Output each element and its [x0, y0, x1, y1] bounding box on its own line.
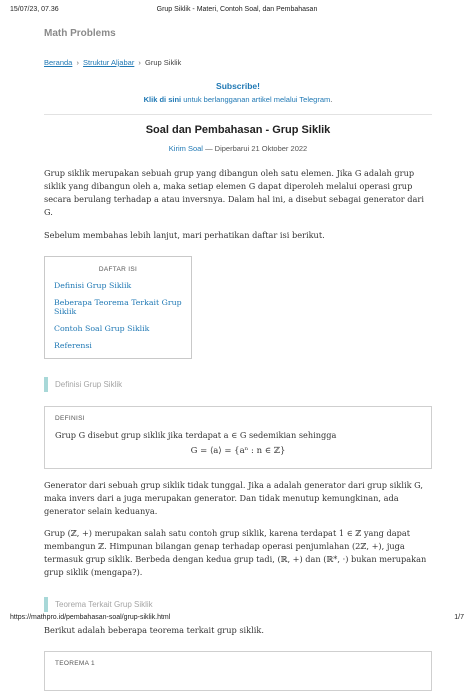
definition-box [44, 406, 432, 469]
toc-item-teorema[interactable]: Beberapa Teorema Terkait Grup Siklik [54, 298, 182, 316]
print-url: https://mathpro.id/pembahasan-soal/grup-siklik.html [10, 614, 171, 621]
toc-item-definisi[interactable]: Definisi Grup Siklik [54, 281, 132, 290]
breadcrumb [44, 58, 432, 70]
breadcrumb-category-link[interactable]: Struktur Aljabar [83, 58, 135, 67]
subscribe-title: Subscribe! [216, 81, 260, 91]
divider [44, 114, 432, 115]
subscribe-link[interactable]: Klik di sini [143, 95, 182, 104]
generator-paragraph: Generator dari sebuah grup siklik tidak tunggal. Jika a adalah generator dari grup siklik G, maka invers dari a juga merupakan generator. Dan tidak menutup kemungkinan, ada generator selain keduanya. [44, 480, 423, 516]
section-heading-definisi: Definisi Grup Siklik [44, 377, 432, 392]
breadcrumb-home-link[interactable]: Beranda [44, 58, 73, 67]
breadcrumb-separator: › [138, 58, 141, 67]
theorem-label: TEOREMA 1 [55, 660, 95, 667]
definition-label: DEFINISI [55, 415, 85, 422]
intro-paragraph: Grup siklik merupakan sebuah grup yang dibangun oleh satu elemen. Jika G adalah grup siklik yang dibangun oleh a, maka setiap elemen G dapat diperoleh melalui operasi grup secara berulang terhadap a atau inversnya. Dalam hal ini, a disebut sebagai generator dari G. [44, 168, 424, 217]
print-header [10, 6, 464, 18]
subscribe-box [44, 81, 432, 104]
section-heading-teorema: Teorema Terkait Grup Siklik [44, 597, 432, 612]
subscribe-period: . [330, 95, 333, 104]
subscribe-link-text: untuk berlangganan artikel melalui Telegram [183, 95, 331, 104]
print-timestamp: 15/07/23, 07.36 [10, 6, 59, 13]
page-content [44, 28, 432, 691]
print-footer [10, 614, 464, 626]
print-window-title: Grup Siklik - Materi, Contoh Soal, dan Pembahasan [156, 6, 318, 13]
author-link[interactable]: Kirim Soal [168, 144, 203, 153]
definition-formula: G = ⟨a⟩ = {aⁿ : n ∈ ℤ} [190, 446, 286, 456]
article-meta [44, 144, 432, 153]
toc-item-contoh-soal[interactable]: Contoh Soal Grup Siklik [54, 324, 150, 333]
theorem-box [44, 651, 432, 691]
breadcrumb-current: Grup Siklik [145, 58, 182, 67]
definition-text: Grup G disebut grup siklik jika terdapat a ∈ G sedemikian sehingga [55, 430, 337, 440]
toc-item-referensi[interactable]: Referensi [54, 341, 92, 350]
subscribe-line [44, 95, 432, 104]
print-page-number: 1/7 [454, 614, 464, 621]
table-of-contents [44, 256, 192, 359]
article-title: Soal dan Pembahasan - Grup Siklik [145, 124, 331, 136]
theorem-lead: Berikut adalah beberapa teorema terkait grup siklik. [44, 625, 264, 635]
updated-date: — Diperbarui 21 Oktober 2022 [205, 144, 308, 153]
toc-title: DAFTAR ISI [98, 266, 138, 273]
example-paragraph: Grup (ℤ, +) merupakan salah satu contoh grup siklik, karena terdapat 1 ∈ ℤ yang dapat membangun ℤ. Himpunan bilangan genap terhadap operasi penjumlahan (2ℤ, +), juga termasuk grup siklik. Berbeda dengan kedua grup tadi, (ℝ, +) dan (ℝ*, ·) bukan merupakan grup siklik (mengapa?). [44, 528, 427, 577]
lead-paragraph: Sebelum membahas lebih lanjut, mari perhatikan daftar isi berikut. [44, 230, 325, 240]
site-name[interactable]: Math Problems [44, 28, 116, 39]
breadcrumb-separator: › [76, 58, 79, 67]
